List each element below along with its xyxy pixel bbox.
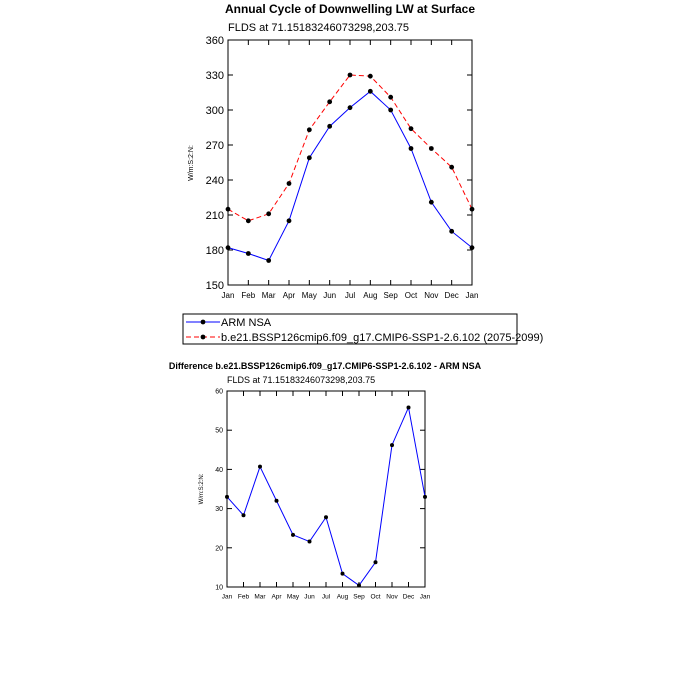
- x-tick-label: Jan: [419, 593, 431, 601]
- chart-1-subtitle: FLDS at 71.15183246073298,203.75: [228, 22, 410, 34]
- series-1-point: [327, 124, 332, 129]
- y-tick-label: 10: [215, 584, 223, 592]
- x-tick-label: Jun: [304, 593, 315, 601]
- series-1-point: [470, 245, 475, 250]
- chart-2-ylabel: W/m:S:2:N:: [199, 473, 205, 505]
- series-1-point: [225, 495, 229, 499]
- chart-2-series-layer: [225, 405, 427, 587]
- series-2-point: [266, 211, 271, 216]
- series-2-point: [388, 95, 393, 100]
- x-tick-label: Jan: [221, 593, 233, 601]
- series-1-point: [390, 443, 394, 447]
- series-1-point: [409, 146, 414, 151]
- chart-1: [188, 2, 478, 300]
- y-tick-label: 150: [205, 279, 224, 292]
- legend-marker-model: [201, 335, 206, 340]
- chart-1-legend: [183, 314, 543, 344]
- y-tick-label: 270: [205, 139, 224, 152]
- y-tick-label: 330: [205, 69, 224, 82]
- series-2-point: [226, 207, 231, 212]
- series-1-point: [242, 513, 246, 517]
- series-1-point: [449, 229, 454, 234]
- series-1-point: [258, 465, 262, 469]
- series-2-point: [287, 181, 292, 186]
- series-2-point: [409, 126, 414, 131]
- y-tick-label: 30: [215, 506, 223, 514]
- y-tick-label: 360: [205, 34, 224, 47]
- x-tick-label: Dec: [402, 593, 415, 601]
- x-tick-label: Nov: [386, 593, 398, 601]
- series-1-point: [226, 245, 231, 250]
- x-tick-label: Sep: [353, 593, 365, 601]
- legend-label-arm-nsa: ARM NSA: [221, 317, 272, 329]
- series-1-point: [341, 572, 345, 576]
- x-tick-label: Jul: [321, 593, 331, 601]
- series-1-point: [287, 218, 292, 223]
- x-tick-label: Mar: [254, 593, 266, 601]
- series-1-point: [348, 105, 353, 110]
- y-tick-label: 180: [205, 244, 224, 257]
- y-tick-label: 20: [215, 545, 223, 553]
- chart-1-x-axis: [222, 40, 479, 300]
- x-tick-label: Aug: [336, 593, 349, 601]
- x-tick-label: Jan: [465, 291, 479, 300]
- series-1-point: [275, 499, 279, 503]
- series-1-point: [308, 540, 312, 544]
- series-1-point: [374, 560, 378, 564]
- series-2-point: [449, 165, 454, 170]
- series-1-point: [266, 258, 271, 263]
- x-tick-label: Dec: [444, 291, 459, 300]
- series-1-point: [429, 200, 434, 205]
- x-tick-label: Apr: [271, 593, 282, 601]
- series-2-point: [348, 73, 353, 78]
- series-1-point: [246, 251, 251, 256]
- y-tick-label: 210: [205, 209, 224, 222]
- series-1-point: [368, 89, 373, 94]
- series-2-point: [307, 127, 312, 132]
- x-tick-label: Jul: [344, 291, 356, 300]
- chart-2-title: Difference b.e21.BSSP126cmip6.f09_g17.CMIP6-SSP1-2.6.102 - ARM NSA: [168, 361, 482, 371]
- series-1-point: [357, 583, 361, 587]
- series-1-point: [388, 108, 393, 113]
- legend-marker-arm-nsa: [201, 320, 206, 325]
- chart-2-plot-frame: [227, 391, 425, 587]
- series-2-point: [327, 99, 332, 104]
- y-tick-label: 240: [205, 174, 224, 187]
- y-tick-label: 40: [215, 466, 223, 474]
- x-tick-label: Nov: [424, 291, 439, 300]
- chart-2: [169, 361, 482, 601]
- y-tick-label: 50: [215, 427, 223, 435]
- x-tick-label: May: [286, 593, 300, 601]
- x-tick-label: Jun: [323, 291, 337, 300]
- y-tick-label: 300: [205, 104, 224, 117]
- x-tick-label: May: [301, 291, 317, 300]
- x-tick-label: Oct: [370, 593, 381, 601]
- series-line-1: [227, 407, 425, 585]
- series-2-point: [368, 74, 373, 79]
- series-1-point: [423, 495, 427, 499]
- series-2-point: [246, 218, 251, 223]
- chart-2-y-axis: [215, 388, 425, 591]
- series-line-2: [228, 75, 472, 221]
- series-2-point: [470, 207, 475, 212]
- x-tick-label: Mar: [261, 291, 276, 300]
- legend-label-model: b.e21.BSSP126cmip6.f09_g17.CMIP6-SSP1-2.6.102 (2075-2099): [221, 332, 544, 344]
- x-tick-label: Apr: [282, 291, 296, 300]
- series-1-point: [407, 405, 411, 409]
- chart-1-y-axis: [206, 35, 472, 292]
- series-1-point: [324, 515, 328, 519]
- series-2-point: [429, 146, 434, 151]
- x-tick-label: Aug: [363, 291, 378, 300]
- x-tick-label: Jan: [221, 291, 235, 300]
- chart-1-title: Annual Cycle of Downwelling LW at Surface: [224, 2, 476, 16]
- x-tick-label: Sep: [383, 291, 398, 300]
- x-tick-label: Oct: [404, 291, 418, 300]
- series-line-1: [228, 91, 472, 260]
- x-tick-label: Feb: [237, 593, 250, 601]
- chart-1-ylabel: W/m:S:2:N:: [188, 145, 195, 181]
- y-tick-label: 60: [215, 388, 223, 396]
- chart-2-subtitle: FLDS at 71.15183246073298,203.75: [227, 375, 376, 385]
- chart-1-series-layer: [226, 73, 475, 263]
- series-1-point: [307, 155, 312, 160]
- series-1-point: [291, 533, 295, 537]
- x-tick-label: Feb: [241, 291, 256, 300]
- chart-2-x-axis: [222, 391, 431, 601]
